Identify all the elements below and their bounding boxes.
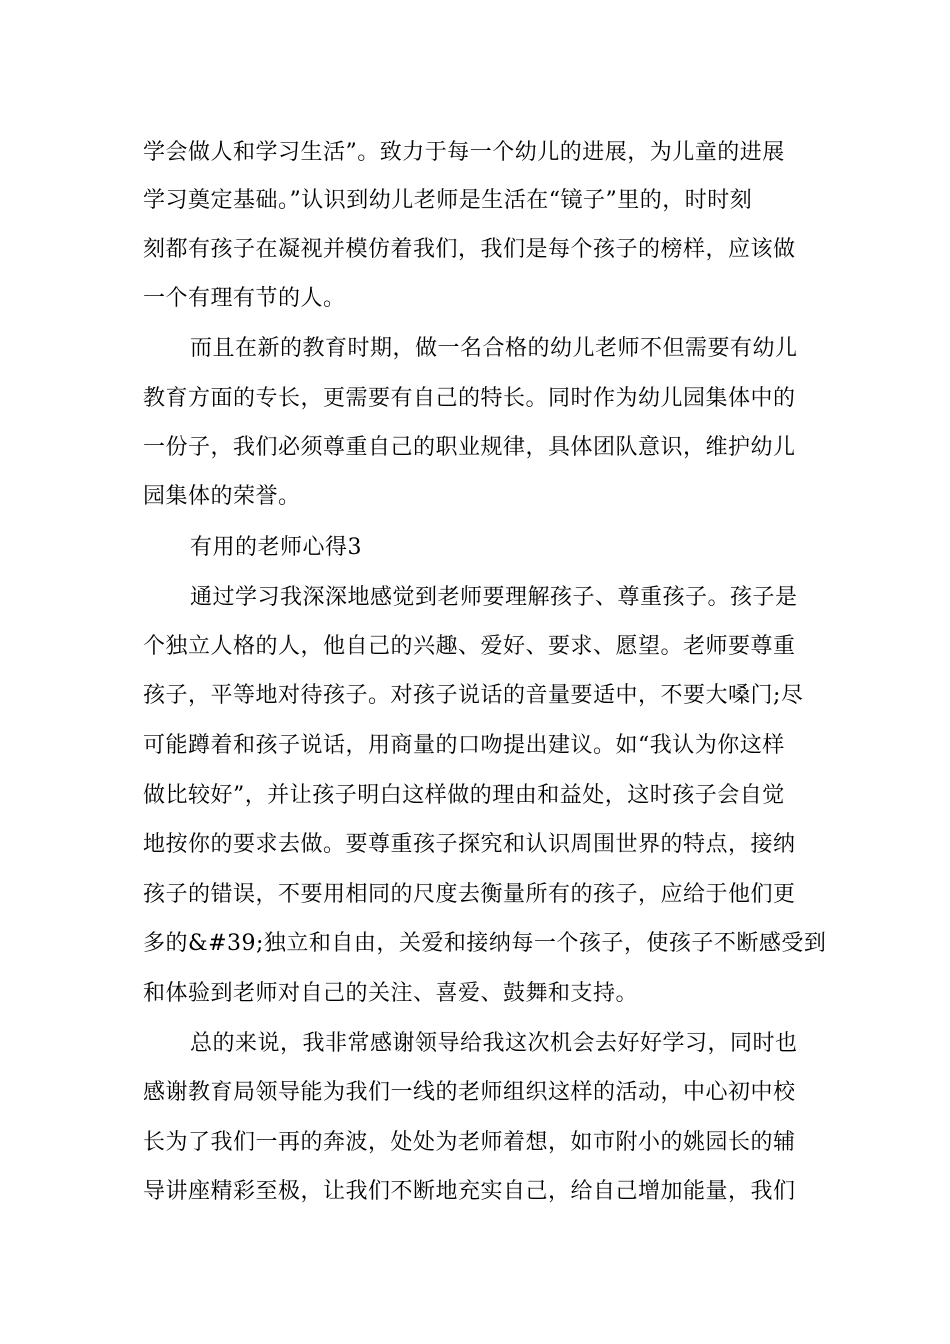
- text-line: 一份子，我们必须尊重自己的职业规律，具体团队意识，维护幼儿: [143, 435, 796, 460]
- text-line: 可能蹲着和孩子说话，用商量的口吻提出建议。如“我认为你这样: [143, 733, 785, 758]
- text-line: 做比较好”，并让孩子明白这样做的理由和益处，这时孩子会自觉: [143, 783, 785, 808]
- text-line: 刻都有孩子在凝视并模仿着我们，我们是每个孩子的榜样，应该做: [143, 237, 796, 262]
- text-line: 教育方面的专长，更需要有自己的特长。同时作为幼儿园集体中的: [143, 386, 796, 411]
- text-line: 多的&#39;独立和自由，关爱和接纳每一个孩子，使孩子不断感受到: [143, 931, 827, 956]
- text-line: 一个有理有节的人。: [143, 286, 346, 311]
- text-line: 个独立人格的人，他自己的兴趣、爱好、要求、愿望。老师要尊重: [143, 634, 796, 659]
- text-line: 导讲座精彩至极，让我们不断地充实自己，给自己增加能量，我们: [143, 1179, 796, 1204]
- section-heading: 有用的老师心得3: [190, 535, 362, 560]
- text-line: 孩子的错误，不要用相同的尺度去衡量所有的孩子，应给于他们更: [143, 882, 796, 907]
- text-line: 学会做人和学习生活”。致力于每一个幼儿的进展，为儿童的进展: [143, 140, 785, 165]
- text-line: 长为了我们一再的奔波，处处为老师着想，如市附小的姚园长的辅: [143, 1130, 796, 1155]
- text-line: 和体验到老师对自己的关注、喜爱、鼓舞和支持。: [143, 981, 639, 1006]
- paragraph-first-line: 而且在新的教育时期，做一名合格的幼儿老师不但需要有幼儿: [190, 336, 798, 361]
- text-line: 地按你的要求去做。要尊重孩子探究和认识周围世界的特点，接纳: [143, 832, 796, 857]
- text-line: 感谢教育局领导能为我们一线的老师组织这样的活动，中心初中校: [143, 1080, 796, 1105]
- text-line: 园集体的荣誉。: [143, 484, 301, 509]
- text-line: 学习奠定基础。”认识到幼儿老师是生活在“镜子”里的，时时刻: [143, 188, 753, 213]
- text-line: 孩子，平等地对待孩子。对孩子说话的音量要适中，不要大嗓门;尽: [143, 683, 804, 708]
- paragraph-first-line: 通过学习我深深地感觉到老师要理解孩子、尊重孩子。孩子是: [190, 585, 798, 610]
- paragraph-first-line: 总的来说，我非常感谢领导给我这次机会去好好学习，同时也: [190, 1031, 798, 1056]
